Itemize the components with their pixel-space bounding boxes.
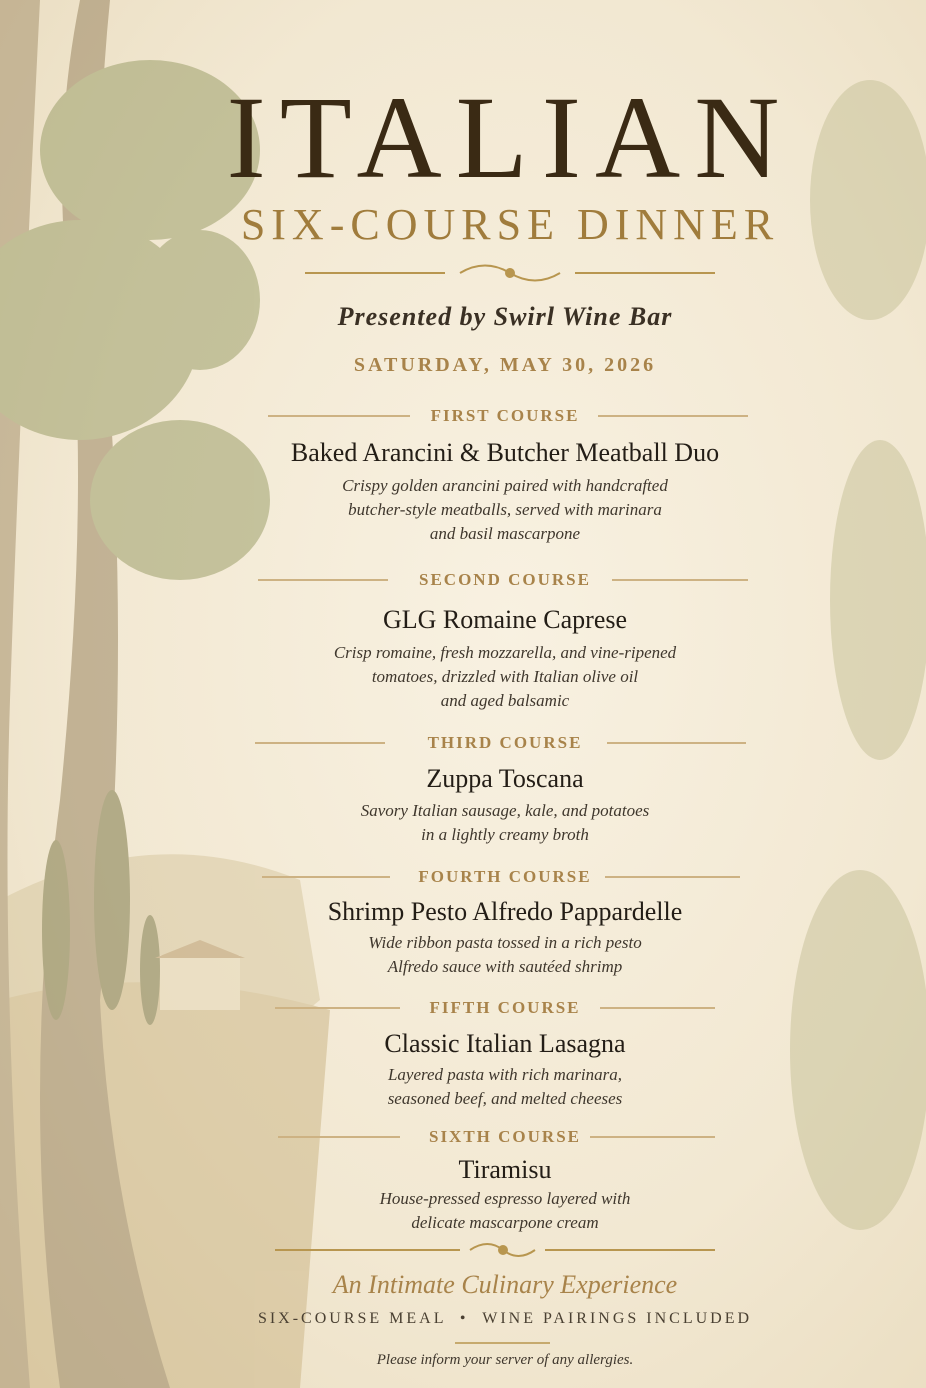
course-label: THIRD COURSE: [427, 733, 583, 752]
course-description: House-pressed espresso layered with: [379, 1189, 631, 1208]
course-dish: GLG Romaine Caprese: [382, 605, 628, 634]
presenter: Presented by Swirl Wine Bar: [337, 302, 673, 331]
course-description: Alfredo sauce with sautéed shrimp: [387, 957, 623, 976]
event-date: SATURDAY, MAY 30, 2026: [353, 354, 657, 376]
allergy-note: Please inform your server of any allergies.: [376, 1352, 634, 1368]
course-description: and aged balsamic: [440, 691, 570, 710]
page-title: ITALIAN: [226, 72, 794, 203]
course-dish: Baked Arancini & Butcher Meatball Duo: [290, 438, 720, 467]
course-description: Crispy golden arancini paired with handcrafted: [342, 476, 668, 495]
course-label: FIRST COURSE: [430, 406, 580, 425]
course-description: tomatoes, drizzled with Italian olive oil: [371, 667, 639, 686]
tagline: An Intimate Culinary Experience: [332, 1270, 678, 1299]
course-label: SIXTH COURSE: [428, 1127, 581, 1146]
course-dish: Classic Italian Lasagna: [384, 1029, 626, 1058]
course-description: Wide ribbon pasta tossed in a rich pesto: [368, 933, 642, 952]
course-label: SECOND COURSE: [419, 570, 591, 589]
course-label: FOURTH COURSE: [418, 867, 592, 886]
course-description: and basil mascarpone: [429, 524, 581, 543]
villa-icon: [160, 955, 240, 1010]
page-subtitle: SIX-COURSE DINNER: [240, 200, 780, 249]
course-description: in a lightly creamy broth: [421, 825, 589, 844]
course-description: Layered pasta with rich marinara,: [387, 1065, 623, 1084]
course-dish: Tiramisu: [458, 1155, 552, 1184]
course-dish: Zuppa Toscana: [426, 764, 584, 793]
course-label: FIFTH COURSE: [429, 998, 581, 1017]
course-dish: Shrimp Pesto Alfredo Pappardelle: [327, 897, 683, 926]
course-description: seasoned beef, and melted cheeses: [387, 1089, 623, 1108]
ornament-divider-top: [305, 266, 715, 281]
course-description: Savory Italian sausage, kale, and potatoes: [360, 801, 650, 820]
features: SIX-COURSE MEAL • WINE PAIRINGS INCLUDED: [257, 1310, 753, 1327]
course-description: butcher-style meatballs, served with marinara: [348, 500, 662, 519]
cypress-tree-icon: [94, 790, 130, 1010]
course-description: Crisp romaine, fresh mozzarella, and vine-ripened: [333, 643, 677, 662]
course-description: delicate mascarpone cream: [411, 1213, 599, 1232]
